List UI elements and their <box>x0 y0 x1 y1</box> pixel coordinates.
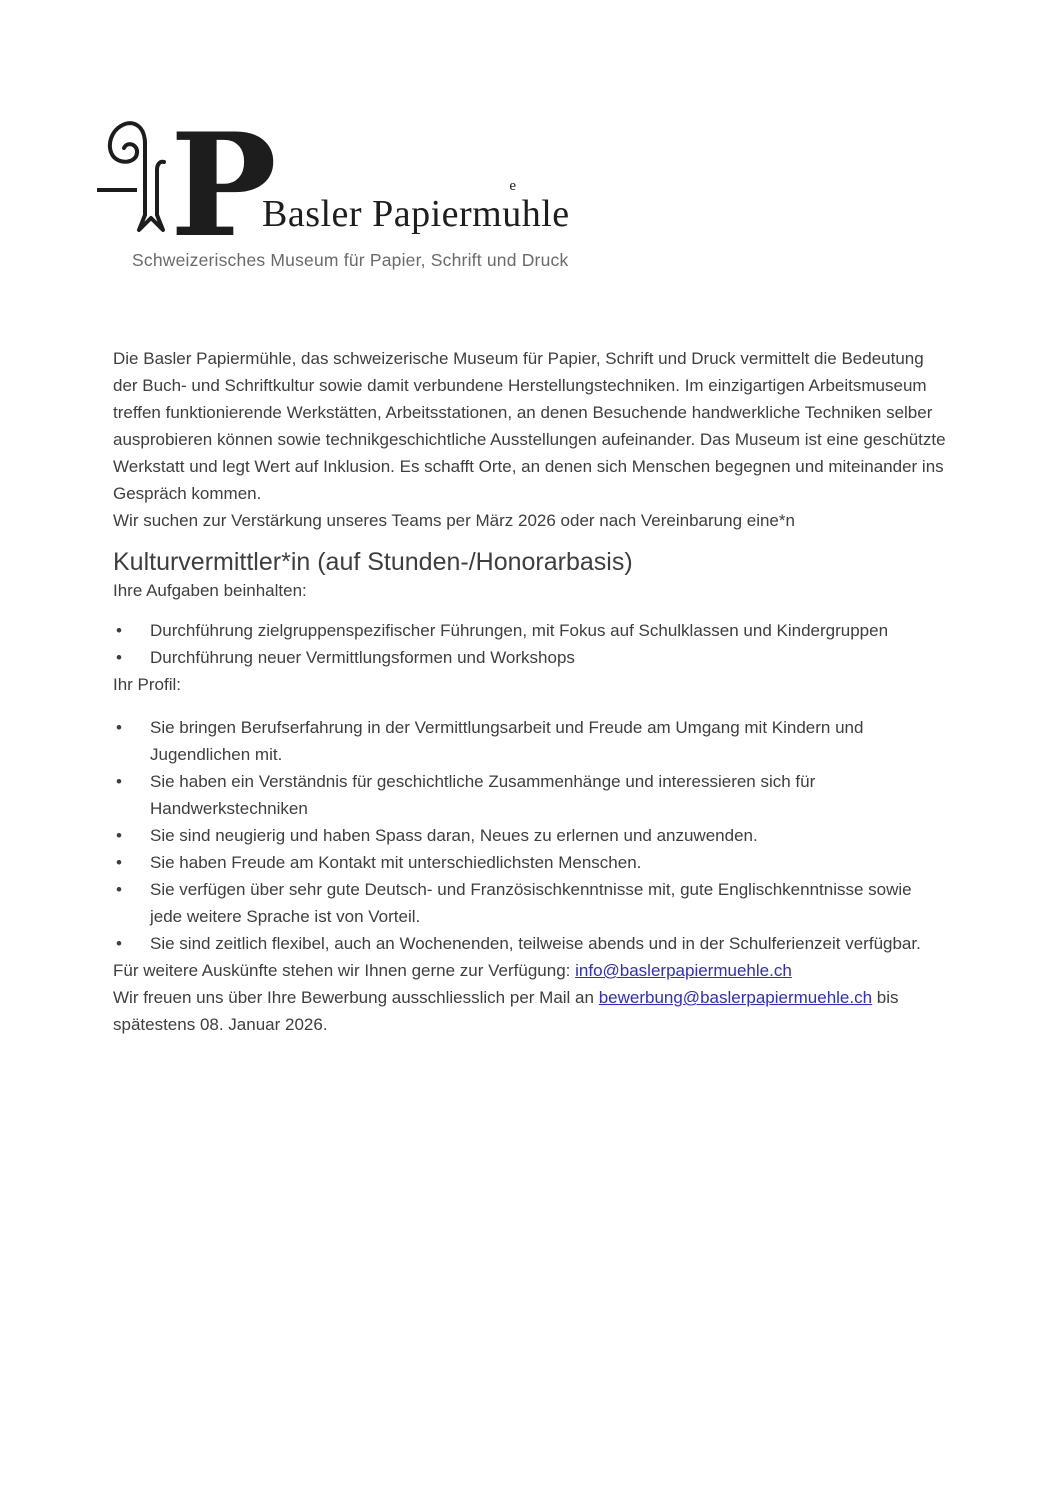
logo-subtitle: Schweizerisches Museum für Papier, Schrift und Druck <box>132 250 569 270</box>
application-text-before: Wir freuen uns über Ihre Bewerbung ausschliesslich per Mail an <box>113 988 599 1007</box>
job-title: Kulturvermittler*in (auf Stunden-/Honorarbasis) <box>113 548 633 576</box>
search-line: Wir suchen zur Verstärkung unseres Teams per März 2026 oder nach Vereinbarung eine*n <box>113 511 795 530</box>
profile-item: • Sie verfügen über sehr gute Deutsch- und Französischkenntnisse mit, gute Englischkenntnisse sowie jede weitere Sprache ist von Vorteil. <box>113 876 948 930</box>
historic-umlaut-u <box>502 178 522 236</box>
info-email-link[interactable]: info@baslerpapiermuehle.ch <box>575 961 792 980</box>
logo-title-pre: Basler Papierm <box>262 193 503 235</box>
task-item: • Durchführung zielgruppenspezifischer Führungen, mit Fokus auf Schulklassen und Kindergruppen <box>113 617 948 644</box>
contact-text: Für weitere Auskünfte stehen wir Ihnen gerne zur Verfügung: <box>113 961 576 980</box>
intro-paragraph: Die Basler Papiermühle, das schweizerische Museum für Papier, Schrift und Druck vermittelt die Bedeutung der Buch- und Schriftkultur sowie damit verbundene Herstellungstechniken. Im einzigartigen Arbeitsmuseum treffen funktionierende Werkstätten, Arbeitsstationen, an denen Besuchende handwerkliche Techniken selber ausprobieren können sowie technikgeschichtliche Ausstellungen aufeinander. Das Museum ist eine geschützte Werkstatt und legt Wert auf Inklusion. Es schafft Orte, an denen sich Menschen begegnen und miteinander ins Gespräch kommen. <box>113 349 946 503</box>
profile-item: • Sie bringen Berufserfahrung in der Vermittlungsarbeit und Freude am Umgang mit Kindern und Jugendlichen mit. <box>113 714 948 768</box>
contact-paragraph <box>113 957 948 984</box>
task-item: • Durchführung neuer Vermittlungsformen und Workshops <box>113 644 948 671</box>
application-email-link[interactable]: bewerbung@baslerpapiermuehle.ch <box>598 988 873 1007</box>
superscript-e: e <box>509 178 517 194</box>
application-text-after: bis spätestens 08. Januar 2026. <box>113 988 899 1034</box>
tasks-list <box>113 617 948 671</box>
logo-title <box>262 178 570 236</box>
papermill-watermark-icon <box>96 103 277 269</box>
profile-heading: Ihr Profil: <box>113 675 182 694</box>
umlaut-base: u <box>502 193 522 235</box>
profile-item: • Sie haben ein Verständnis für geschichtliche Zusammenhänge und interessieren sich für Handwerkstechniken <box>113 768 948 822</box>
document-body <box>113 345 948 1038</box>
profile-item: • Sie haben Freude am Kontakt mit unterschiedlichsten Menschen. <box>113 849 948 876</box>
profile-item: • Sie sind zeitlich flexibel, auch an Wochenenden, teilweise abends und in der Schulferienzeit verfügbar. <box>113 930 948 957</box>
profile-list <box>113 714 948 957</box>
application-paragraph <box>113 984 948 1038</box>
logo <box>96 103 570 271</box>
tasks-heading: Ihre Aufgaben beinhalten: <box>113 581 307 600</box>
logo-title-post: hle <box>521 193 570 235</box>
profile-item: • Sie sind neugierig und haben Spass daran, Neues zu erlernen und anzuwenden. <box>113 822 948 849</box>
logo-monogram: P <box>170 103 277 269</box>
